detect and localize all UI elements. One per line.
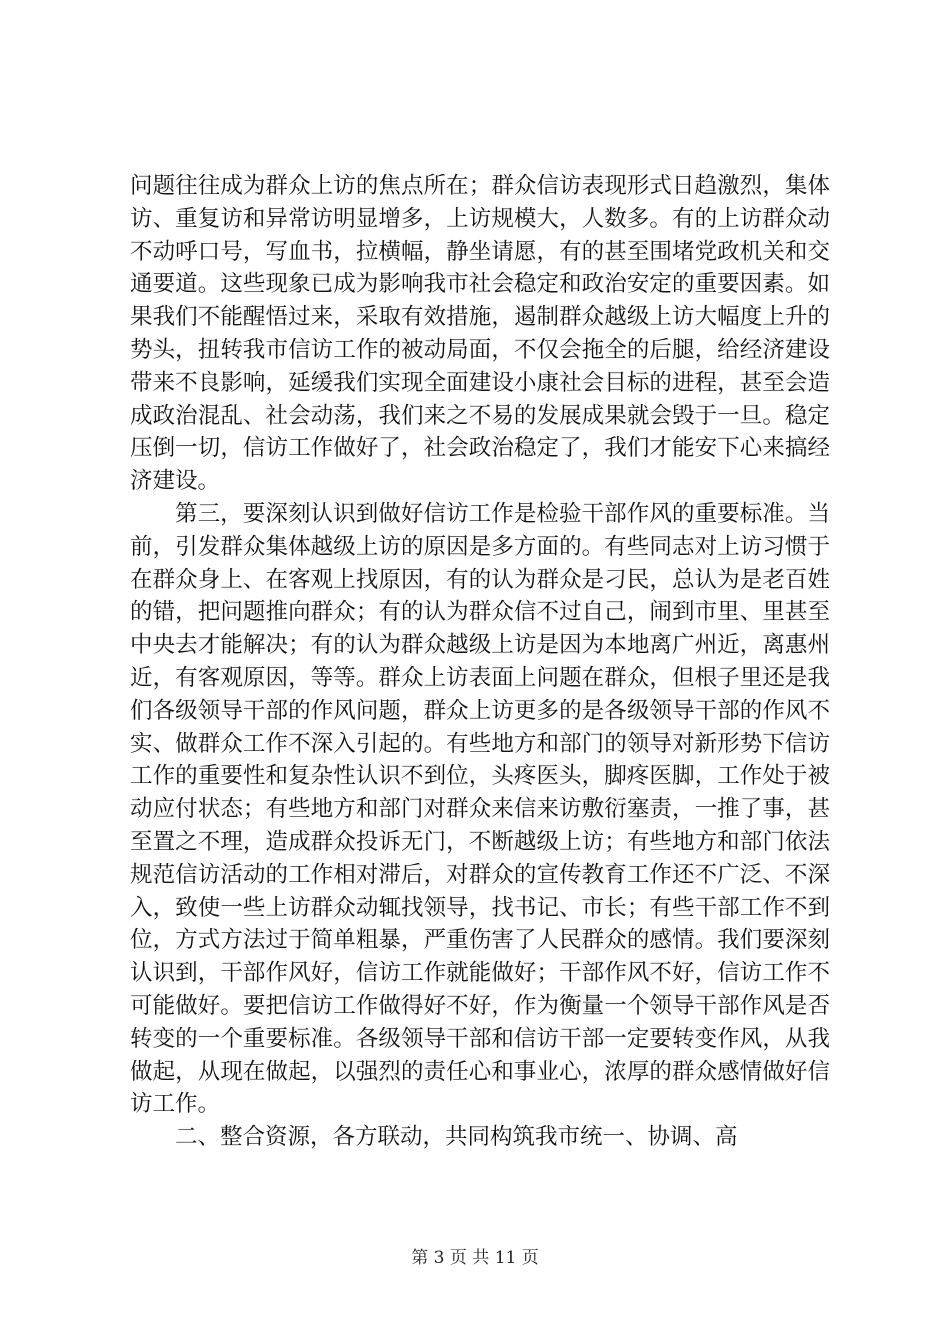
paragraph-continued: 问题往往成为群众上访的焦点所在；群众信访表现形式日趋激烈，集体访、重复访和异常访明显增多，上访规模大，人数多。有的上访群众动不动呼口号，写血书，拉横幅，静坐请愿，有的甚至围堵党政机关和交通要道。这些现象已成为影响我市社会稳定和政治安定的重要因素。如果我们不能醒悟过来，采取有效措施，遏制群众越级上访大幅度上升的势头，扭转我市信访工作的被动局面，不仅会拖全的后腿，给经济建设带来不良影响，延缓我们实现全面建设小康社会目标的进程，甚至会造成政治混乱、社会动荡，我们来之不易的发展成果就会毁于一旦。稳定压倒一切，信访工作做好了，社会政治稳定了，我们才能安下心来搞经济建设。 <box>130 173 830 495</box>
section-heading-two: 二、整合资源，各方联动，共同构筑我市统一、协调、高 <box>175 1124 738 1151</box>
page-number-footer: 第 3 页 共 11 页 <box>411 1248 539 1268</box>
paragraph-third-point: 第三，要深刻认识到做好信访工作是检验干部作风的重要标准。当前，引发群众集体越级上访的原因是多方面的。有些同志对上访习惯于在群众身上、在客观上找原因，有的认为群众是刁民，总认为是老百姓的错，把问题推向群众；有的认为群众信不过自己，闹到市里、里甚至中央去才能解决；有的认为群众越级上访是因为本地离广州近，离惠州近，有客观原因，等等。群众上访表面上问题在群众，但根子里还是我们各级领导干部的作风问题，群众上访更多的是各级领导干部的作风不实、做群众工作不深入引起的。有些地方和部门的领导对新形势下信访工作的重要性和复杂性认识不到位，头疼医头，脚疼医脚，工作处于被动应付状态；有些地方和部门对群众来信来访敷衍塞责，一推了事，甚至置之不理，造成群众投诉无门，不断越级上访；有些地方和部门依法规范信访活动的工作相对滞后，对群众的宣传教育工作还不广泛、不深入，致使一些上访群众动辄找领导，找书记、市长；有些干部工作不到位，方式方法过于简单粗暴，严重伤害了人民群众的感情。我们要深刻认识到，干部作风好，信访工作就能做好；干部作风不好，信访工作不可能做好。要把信访工作做得好不好，作为衡量一个领导干部作风是否转变的一个重要标准。各级领导干部和信访干部一定要转变作风，从我做起，从现在做起，以强烈的责任心和事业心，浓厚的群众感情做好信访工作。 <box>130 500 830 1118</box>
document-body <box>130 170 830 1154</box>
